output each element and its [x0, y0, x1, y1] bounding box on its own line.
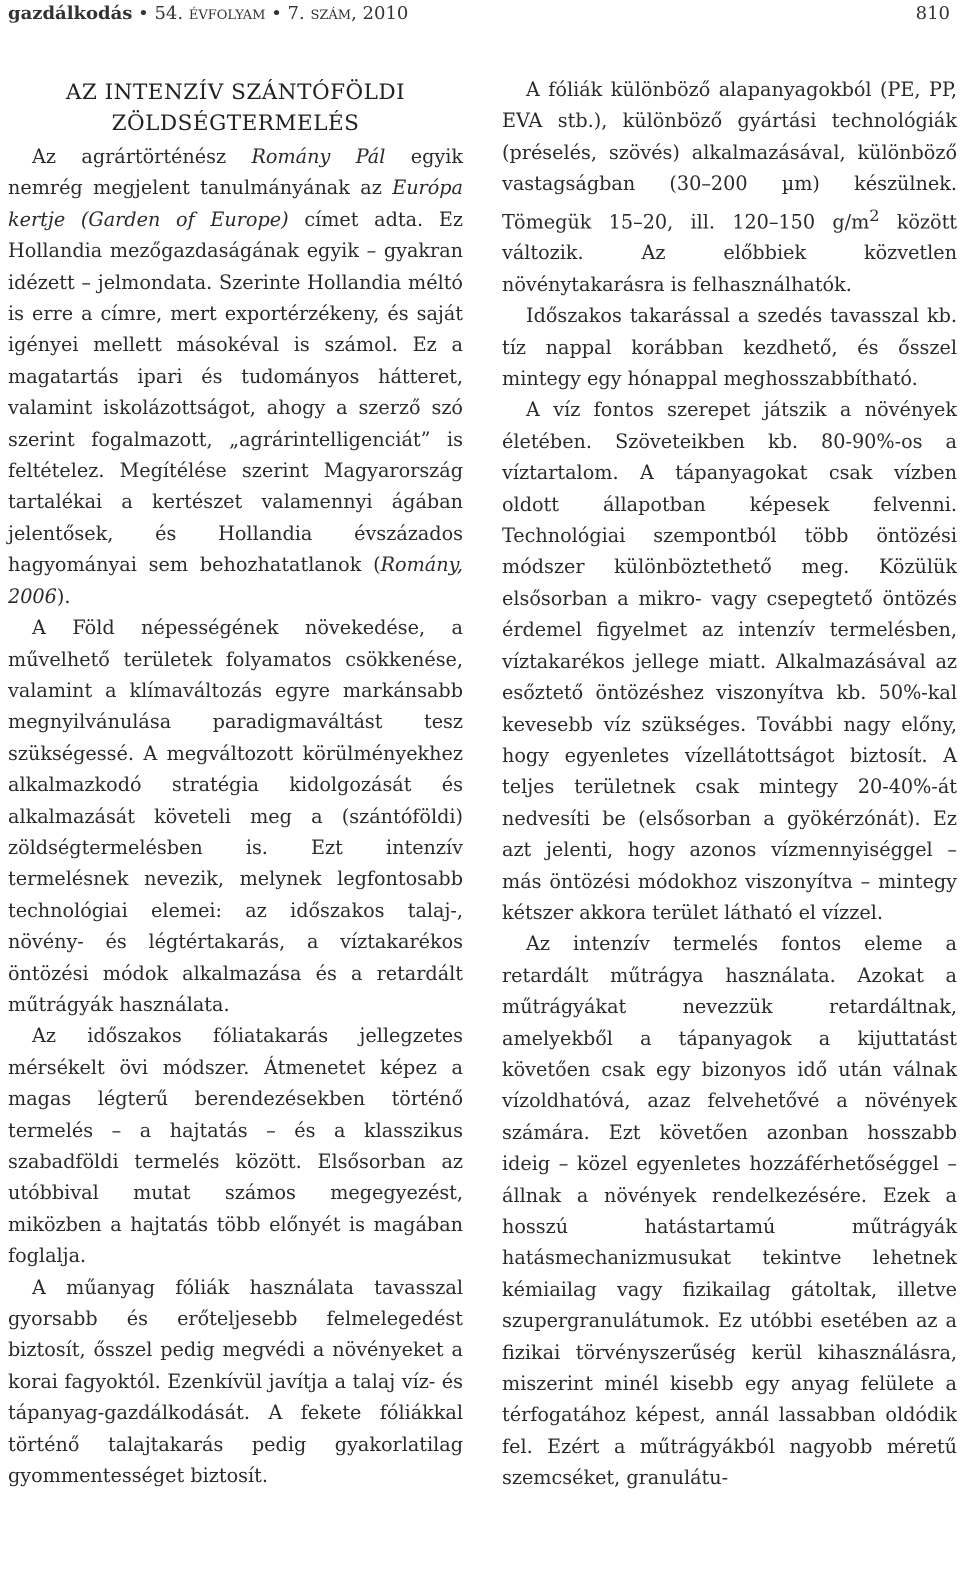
paragraph: A víz fontos szerepet játszik a növények életében. Szöveteikben kb. 80-90%-os a víztartalom. A tápanyagokat csak vízben oldott állapotban képesek felvenni. Technológiai szempontból több öntözési módszer különböztethető meg. Közülük elsősorban a mikro- vagy csepegtető öntözés érdemel figyelmet az intenzív termelésben, víztakarékos jellege miatt. Alkalmazásával az esőztető öntözéshez viszonyítva kb. 50%-kal kevesebb víz szükséges. További nagy előny, hogy egyenletes vízellátottságot biztosít. A teljes területnek csak mintegy 20-40%-át nedvesíti be (elsősorban a gyökérzónát). Ez azt jelenti, hogy azonos vízmennyiséggel – más öntözési módokhoz viszonyítva – mintegy kétszer akkora terület látható el vízzel. — [502, 398, 957, 924]
header-separator: • 7. — [265, 3, 311, 24]
paragraph: Az intenzív termelés fontos eleme a retardált műtrágya használata. Azokat a műtrágyákat nevezzük retardáltnak, amelyekből a tápanyagok a kijuttatást követően csak egy bizonyos idő után válnak vízoldhatóvá, azaz felvehetővé a növények számára. Ezt követően azonban hosszabb ideig – közel egyenletes hozzáférhetőséggel – állnak a növények rendelkezésére. Ezek a hosszú hatástartamú műtrágyák hatásmechanizmusukat tekintve lehetnek kémiailag vagy fizikailag gátoltak, illetve szupergranulátumok. Ez utóbbi esetében az a fizikai törvényszerűség kerül kihasználásra, miszerint minél kisebb egy anyag felülete a térfogatához képest, annál lassabban oldódik fel. Ezért a műtrágyákból nagyobb méretű szemcséket, granulátu- — [502, 932, 957, 1490]
paragraph: Az időszakos fóliatakarás jellegzetes mérsékelt övi módszer. Átmenetet képez a magas légterű berendezésekben történő termelés – a hajtatás – és a klasszikus szabadföldi termelés között. Elsősorban az utóbbival mutat számos megegyezést, miközben a hajtatás több előnyét is magában foglalja. — [8, 1024, 463, 1268]
paragraph: Időszakos takarással a szedés tavasszal kb. tíz nappal korábban kezdhető, és ősszel mintegy egy hónappal meghosszabbítható. — [502, 304, 957, 391]
book-title: Európa kertje (Garden of Europe) — [8, 176, 463, 231]
paragraph: A műanyag fóliák használata tavasszal gyorsabb és erőteljesebb felmelegedést biztosít, ősszel pedig megvédi a növényeket a korai fagyoktól. Ezenkívül javítja a talaj víz- és tápanyag-gazdálkodását. A fekete fóliákkal történő talajtakarás pedig gyakorlatilag gyommentességet biztosít. — [8, 1275, 463, 1488]
left-column — [8, 74, 463, 1491]
author-name: Romány Pál — [251, 145, 386, 168]
section-title: AZ INTENZÍV SZÁNTÓFÖLDI ZÖLDSÉGTERMELÉS — [65, 80, 406, 136]
paragraph: A Föld népességének növekedése, a művelhető területek folyamatos csökkenése, valamint a klímaváltozás egyre markánsabb megnyilvánulása paradigmaváltást tesz szükségessé. A megváltozott körülményekhez alkalmazkodó stratégia kidolgozását és alkalmazását követeli meg a (szántóföldi) zöldségtermelésben is. Ezt intenzív termelésnek nevezik, melynek legfontosabb technológiai elemei: az időszakos talaj-, növény- és légtértakarás, a víztakarékos öntözési módok alkalmazása és a retardált műtrágyák használata. — [8, 616, 463, 1016]
header-separator: • 54. — [132, 3, 189, 24]
right-column — [502, 74, 957, 1494]
running-header — [8, 0, 950, 28]
paragraph: Az agrártörténész Romány Pál egyik nemrég megjelent tanulmányának az Európa kertje (Garden of Europe) címet adta. Ez Hollandia mezőgazdaságának egyik – gyakran idézett – jelmondata. Szerinte Hollandia méltó is erre a címre, mert exportérzékeny, és saját igényei mellett másokéval is számol. Ez a magatartás ipari és tudományos hátteret, valamint iskolázottságot, ahogy a szerző szó szerint fogalmazott, „agrárintelligenciát” is feltételez. Megítélése szerint Magyarország tartalékai a kertészet valamennyi ágában jelentősek, és Hollandia évszázados hagyományai sem behozhatatlanok (Romány, 2006). — [8, 145, 463, 608]
page-number: 810 — [915, 3, 950, 24]
header-year: , 2010 — [351, 3, 409, 24]
superscript: 2 — [869, 205, 880, 225]
paragraph: A fóliák különböző alapanyagokból (PE, PP, EVA stb.), különböző gyártási technológiák (préselés, szövés) alkalmazásával, különböző vastagságban (30–200 µm) készülnek. Tömegük 15–20, ill. 120–150 $g/m^2$ között változik. Az előbbiek közvetlen növénytakarásra is felhasználhatók. — [502, 78, 957, 296]
journal-name: gazdálkodás — [8, 3, 133, 24]
issue-label: szám — [310, 3, 352, 24]
volume-label: évfolyam — [188, 3, 266, 24]
citation: Romány, 2006 — [8, 553, 463, 608]
